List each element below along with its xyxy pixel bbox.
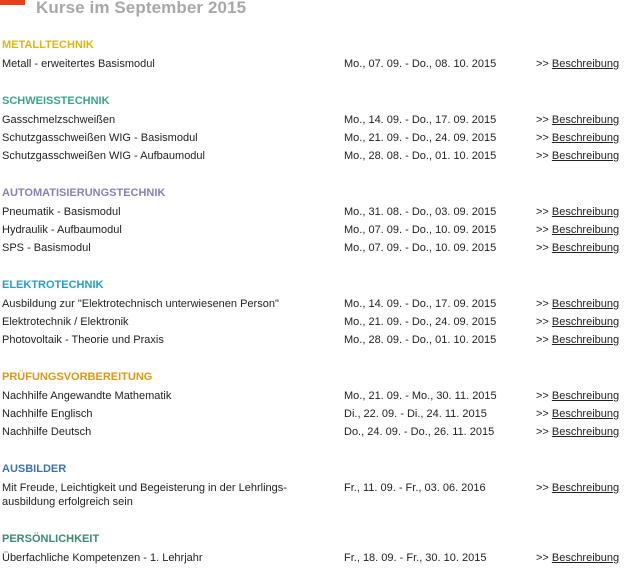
link-arrows: >> <box>536 150 549 162</box>
course-date: Fr., 11. 09. - Fr., 03. 06. 2016 <box>344 482 486 494</box>
link-arrows: >> <box>536 242 549 254</box>
description-link[interactable]: Beschreibung <box>551 224 620 236</box>
link-arrows: >> <box>536 390 549 402</box>
course-name: Mit Freude, Leichtigkeit und Begeisterung in der Lehrlings-ausbildung erfolgreich sein <box>2 482 287 508</box>
course-row <box>0 55 631 73</box>
section-title: SCHWEISSTECHNIK <box>2 95 110 107</box>
description-link-cell <box>536 387 619 405</box>
header-accent-bar <box>0 0 25 5</box>
link-arrows: >> <box>536 426 549 438</box>
course-date: Mo., 07. 09. - Do., 08. 10. 2015 <box>344 58 497 70</box>
course-name: Nachhilfe Angewandte Mathematik <box>2 390 172 402</box>
description-link[interactable]: Beschreibung <box>551 242 620 254</box>
description-link[interactable]: Beschreibung <box>551 482 620 494</box>
course-date: Mo., 21. 09. - Do., 24. 09. 2015 <box>344 316 497 328</box>
course-row <box>0 239 631 257</box>
description-link[interactable]: Beschreibung <box>551 552 620 564</box>
section-title: PRÜFUNGSVORBEREITUNG <box>2 371 153 383</box>
course-section <box>0 278 631 349</box>
course-name: SPS - Basismodul <box>2 242 91 254</box>
description-link[interactable]: Beschreibung <box>551 150 620 162</box>
link-arrows: >> <box>536 482 549 494</box>
description-link[interactable]: Beschreibung <box>551 298 620 310</box>
description-link-cell <box>536 331 619 349</box>
description-link[interactable]: Beschreibung <box>551 408 620 420</box>
description-link[interactable]: Beschreibung <box>551 114 620 126</box>
section-title: AUSBILDER <box>2 463 67 475</box>
description-link[interactable]: Beschreibung <box>551 132 620 144</box>
description-link-cell <box>536 423 619 441</box>
description-link-cell <box>536 481 619 495</box>
course-date: Di., 22. 09. - Di., 24. 11. 2015 <box>344 408 487 420</box>
course-section <box>0 462 631 511</box>
link-arrows: >> <box>536 316 549 328</box>
course-date: Mo., 28. 08. - Do., 01. 10. 2015 <box>344 150 497 162</box>
description-link-cell <box>536 549 619 567</box>
course-name: Photovoltaik - Theorie und Praxis <box>2 334 164 346</box>
course-date: Mo., 31. 08. - Do., 03. 09. 2015 <box>344 206 497 218</box>
description-link-cell <box>536 295 619 313</box>
course-date: Mo., 21. 09. - Do., 24. 09. 2015 <box>344 132 497 144</box>
course-date: Mo., 14. 09. - Do., 17. 09. 2015 <box>344 298 497 310</box>
course-section <box>0 38 631 73</box>
description-link-cell <box>536 203 619 221</box>
description-link[interactable]: Beschreibung <box>551 206 620 218</box>
link-arrows: >> <box>536 552 549 564</box>
description-link[interactable]: Beschreibung <box>551 426 620 438</box>
course-section <box>0 532 631 567</box>
course-date: Mo., 07. 09. - Do., 10. 09. 2015 <box>344 224 497 236</box>
link-arrows: >> <box>536 298 549 310</box>
course-name: Ausbildung zur "Elektrotechnisch unterwiesenen Person" <box>2 298 279 310</box>
section-title: PERSÖNLICHKEIT <box>2 533 100 545</box>
course-name: Hydraulik - Aufbaumodul <box>2 224 122 236</box>
course-row <box>0 549 631 567</box>
description-link-cell <box>536 147 619 165</box>
course-name: Pneumatik - Basismodul <box>2 206 121 218</box>
link-arrows: >> <box>536 114 549 126</box>
course-list <box>0 38 631 588</box>
link-arrows: >> <box>536 408 549 420</box>
course-section <box>0 94 631 165</box>
course-row <box>0 129 631 147</box>
course-date: Do., 24. 09. - Do., 26. 11. 2015 <box>344 426 495 438</box>
course-row <box>0 423 631 441</box>
course-date: Mo., 28. 09. - Do., 01. 10. 2015 <box>344 334 497 346</box>
course-name: Nachhilfe Deutsch <box>2 426 92 438</box>
course-name: Gasschmelzschweißen <box>2 114 116 126</box>
page-title: Kurse im September 2015 <box>36 0 247 17</box>
course-row <box>0 313 631 331</box>
course-row <box>0 331 631 349</box>
link-arrows: >> <box>536 224 549 236</box>
description-link[interactable]: Beschreibung <box>551 390 620 402</box>
course-name: Elektrotechnik / Elektronik <box>2 316 129 328</box>
section-title: AUTOMATISIERUNGSTECHNIK <box>2 187 166 199</box>
course-row <box>0 203 631 221</box>
course-date: Mo., 14. 09. - Do., 17. 09. 2015 <box>344 114 497 126</box>
section-title: ELEKTROTECHNIK <box>2 279 104 291</box>
description-link-cell <box>536 221 619 239</box>
link-arrows: >> <box>536 132 549 144</box>
description-link[interactable]: Beschreibung <box>551 58 620 70</box>
course-section <box>0 186 631 257</box>
course-date: Fr., 18. 09. - Fr., 30. 10. 2015 <box>344 552 487 564</box>
course-date: Mo., 07. 09. - Do., 10. 09. 2015 <box>344 242 497 254</box>
description-link-cell <box>536 313 619 331</box>
course-row <box>0 111 631 129</box>
course-date: Mo., 21. 09. - Mo., 30. 11. 2015 <box>344 390 497 402</box>
course-row <box>0 387 631 405</box>
course-row <box>0 147 631 165</box>
description-link-cell <box>536 111 619 129</box>
course-name: Metall - erweitertes Basismodul <box>2 58 155 70</box>
description-link-cell <box>536 405 619 423</box>
link-arrows: >> <box>536 58 549 70</box>
description-link-cell <box>536 129 619 147</box>
course-row <box>0 479 631 511</box>
course-section <box>0 370 631 441</box>
course-row <box>0 221 631 239</box>
course-name: Nachhilfe Englisch <box>2 408 93 420</box>
description-link[interactable]: Beschreibung <box>551 334 620 346</box>
description-link-cell <box>536 239 619 257</box>
course-row <box>0 405 631 423</box>
description-link[interactable]: Beschreibung <box>551 316 620 328</box>
course-name: Schutzgasschweißen WIG - Aufbaumodul <box>2 150 205 162</box>
description-link-cell <box>536 55 619 73</box>
course-name: Überfachliche Kompetenzen - 1. Lehrjahr <box>2 552 203 564</box>
course-name: Schutzgasschweißen WIG - Basismodul <box>2 132 198 144</box>
course-row <box>0 295 631 313</box>
link-arrows: >> <box>536 206 549 218</box>
section-title: METALLTECHNIK <box>2 39 94 51</box>
link-arrows: >> <box>536 334 549 346</box>
